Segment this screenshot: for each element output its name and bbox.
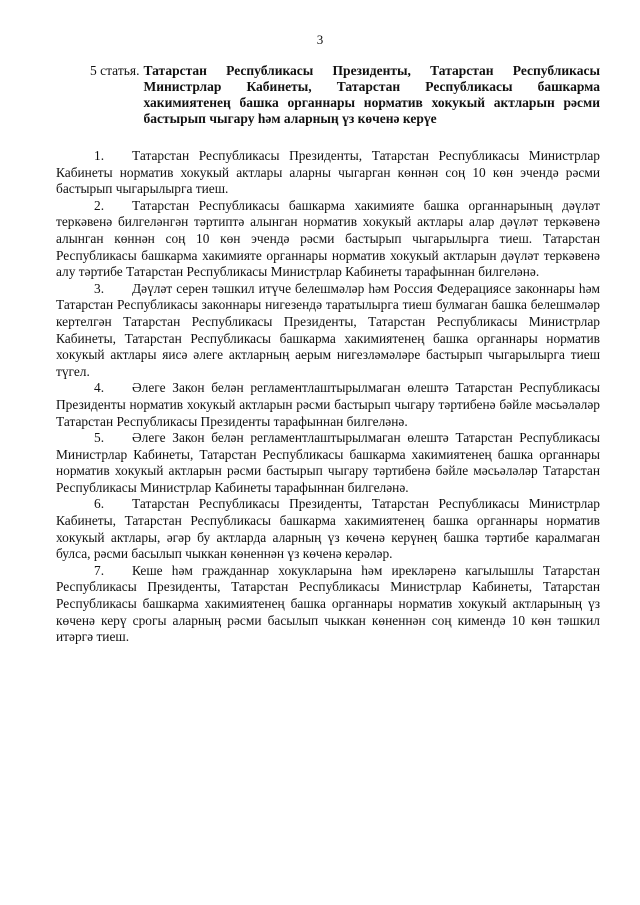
paragraph-number: 1. bbox=[94, 148, 105, 163]
paragraph-text: Әлеге Закон белән регламентлаштырылмаган өлештә Татарстан Республикасы Министрлар Кабинеты, Татарстан Республикасы башкарма хакимиятенең башка органнары норматив хокукый актларын рәсми бастырып чыгару тәртибенә бәйле мәсьәләләр Татарстан Республикасы Министрлар Кабинеты тарафыннан билгеләнә. bbox=[56, 430, 600, 495]
article-title: Татарстан Республикасы Президенты, Татарстан Республикасы Министрлар Кабинеты, Татарстан Республикасы башкарма хакимиятенең башка органнары норматив хокукый актларын рәсми бастырып чыгару һәм аларның үз көченә керүе bbox=[143, 63, 600, 126]
paragraph bbox=[56, 563, 600, 646]
paragraph-text: Дәүләт серен тәшкил итүче белешмәләр һәм Россия Федерациясе законнары һәм Татарстан Республикасы законнары нигезендә таратылырга тиеш булмаган башка белешмәләр кертелгән Татарстан Республикасы Президенты, Татарстан Республикасы Министрлар Кабинеты, Татарстан Республикасы башкарма хакимиятенең башка органнары норматив хокукый актлары яисә әлеге актларның аерым нигезләмәләре бастырып чыгарылырга тиеш түгел. bbox=[56, 280, 600, 379]
paragraph-number: 5. bbox=[94, 430, 105, 446]
paragraph bbox=[56, 496, 600, 562]
paragraph-number: 2. bbox=[94, 197, 105, 213]
paragraph bbox=[56, 198, 600, 281]
paragraph bbox=[56, 430, 600, 496]
paragraph-text: Татарстан Республикасы башкарма хакимияте башка органнарының дәүләт теркәвенә билгеләнгән тәртиптә алынган норматив хокукый актлары алар дәүләт теркәвенә алынган көннән соң 10 көн эчендә рәсми бастырып чыгарылырга тиеш. Татарстан Республикасы башкарма хакимияте органнары норматив хокукый актларын дәүләт теркәвенә алу тәртибе Татарстан Республикасы Министрлар Кабинеты тарафыннан билгеләнә. bbox=[56, 197, 600, 280]
paragraph-text: Татарстан Республикасы Президенты, Татарстан Республикасы Министрлар Кабинеты норматив хокукый актлары аларны чыгарган көннән соң 10 көн эчендә рәсми бастырып чыгарылырга тиеш. bbox=[56, 148, 600, 197]
paragraph-text: Татарстан Республикасы Президенты, Татарстан Республикасы Министрлар Кабинеты, Татарстан Республикасы башкарма хакимиятенең башка органнары норматив хокукый актлары, әгәр бу актларда аларның үз көченә керүнең башка тәртибе каралмаган булса, рәсми басылып чыккан көненнән үз көченә керәләр. bbox=[56, 496, 600, 562]
paragraph-number: 6. bbox=[94, 496, 105, 512]
article-heading bbox=[90, 63, 600, 127]
paragraph-number: 7. bbox=[94, 562, 105, 578]
paragraph bbox=[56, 380, 600, 430]
article-label: 5 статья. bbox=[90, 63, 140, 78]
paragraph-number: 4. bbox=[94, 380, 105, 396]
paragraph bbox=[56, 281, 600, 381]
paragraph-number: 3. bbox=[94, 280, 105, 296]
page-number: 3 bbox=[316, 32, 324, 47]
paragraph-text: Әлеге Закон белән регламентлаштырылмаган өлештә Татарстан Республикасы Президенты норматив хокукый актларын рәсми бастырып чыгару тәртибенә бәйле мәсьәләләр Татарстан Республикасы Президенты тарафыннан билгеләнә. bbox=[56, 380, 600, 429]
paragraph-text: Кеше һәм гражданнар хокукларына һәм ирекләренә кагылышлы Татарстан Республикасы Президенты, Татарстан Республикасы Министрлар Кабинеты, Татарстан Республикасы башкарма хакимиятенең башка органнары норматив хокукый актларының үз көченә керү срогы аларның рәсми басылып чыккан көненнән соң кимендә 10 көн тәшкил итәргә тиеш. bbox=[56, 562, 600, 645]
paragraph bbox=[56, 148, 600, 198]
article-body bbox=[56, 148, 600, 646]
